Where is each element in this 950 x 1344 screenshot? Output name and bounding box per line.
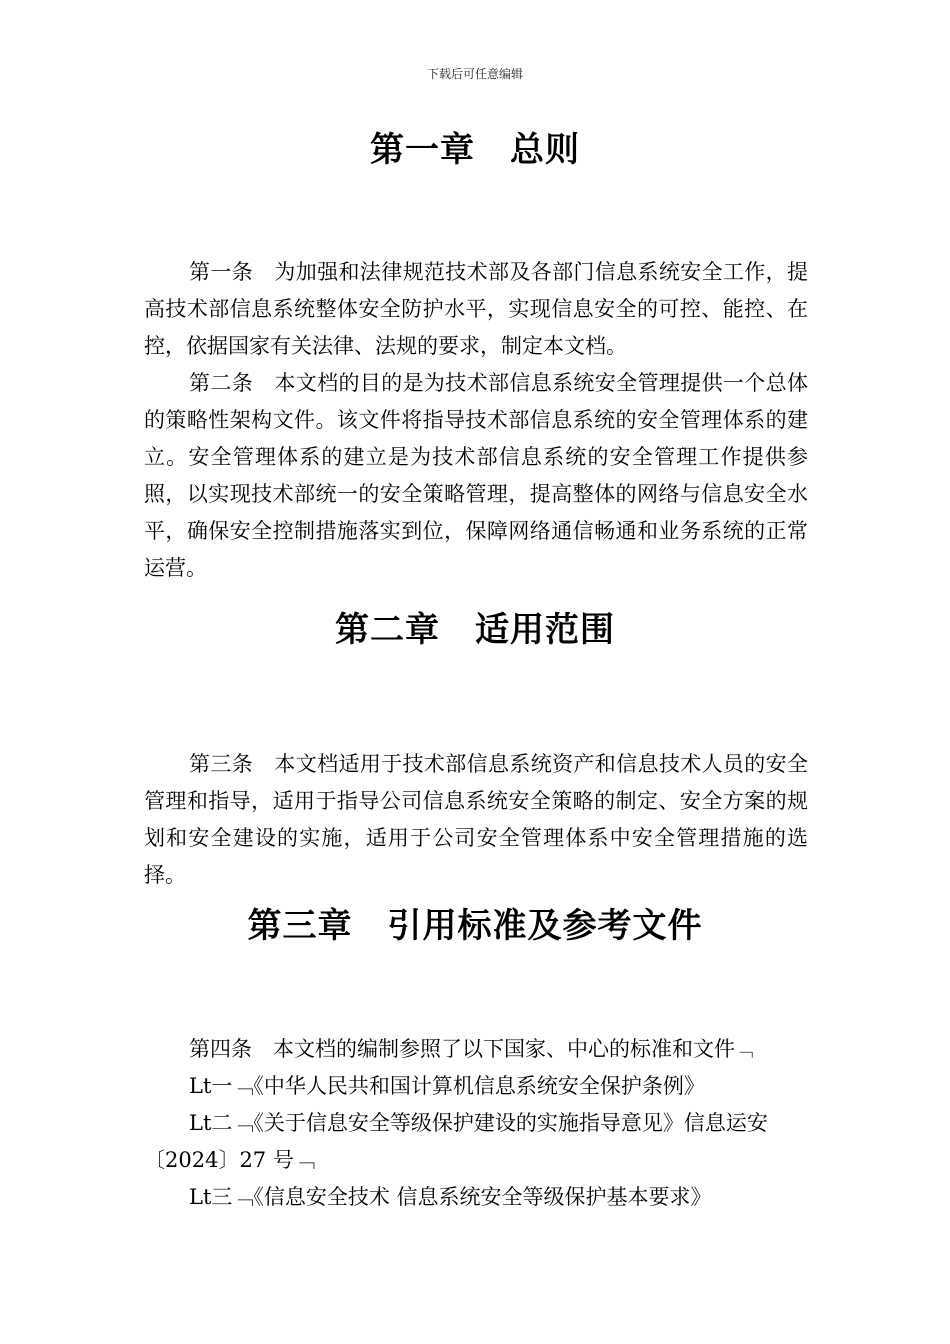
article-4-text: 第四条 本文档的编制参照了以下国家、中心的标准和文件: [189, 1037, 735, 1061]
reference-2-line-1: Lt二﹁《关于信息安全等级保护建设的实施指导意见》信息运安: [189, 1111, 768, 1135]
reference-1: Lt一﹁《中华人民共和国计算机信息系统安全保护条例》: [189, 1074, 705, 1098]
article-4: [144, 1031, 808, 1069]
article-1: 第一条 为加强和法律规范技术部及各部门信息系统安全工作，提高技术部信息系统整体安全防护水平，实现信息安全的可控、能控、在控，依据国家有关法律、法规的要求，制定本文档。: [144, 260, 808, 358]
chapter-3-title: 第三章 引用标准及参考文件: [247, 906, 703, 946]
chapter-2-title: 第二章 适用范围: [335, 610, 615, 650]
article-3: 第三条 本文档适用于技术部信息系统资产和信息技术人员的安全管理和指导，适用于指导公司信息系统安全策略的制定、安全方案的规划和安全建设的实施，适用于公司安全管理体系中安全管理措施的选择。: [144, 752, 808, 887]
chapter-1-title: 第一章 总则: [370, 130, 580, 170]
reference-3: Lt三﹁《信息安全技术 信息系统安全等级保护基本要求》: [189, 1185, 712, 1209]
reference-2-line-2: 〔2024〕27 号﹁: [144, 1148, 315, 1172]
header-note: 下载后可任意编辑: [426, 67, 523, 81]
article-4-mark: ﹁: [735, 1040, 753, 1061]
article-2: 第二条 本文档的目的是为技术部信息系统安全管理提供一个总体的策略性架构文件。该文件将指导技术部信息系统的安全管理体系的建立。安全管理体系的建立是为技术部信息系统的安全管理工作提供参照，以实现技术部统一的安全策略管理，提高整体的网络与信息安全水平，确保安全控制措施落实到位，保障网络通信畅通和业务系统的正常运营。: [144, 371, 808, 580]
